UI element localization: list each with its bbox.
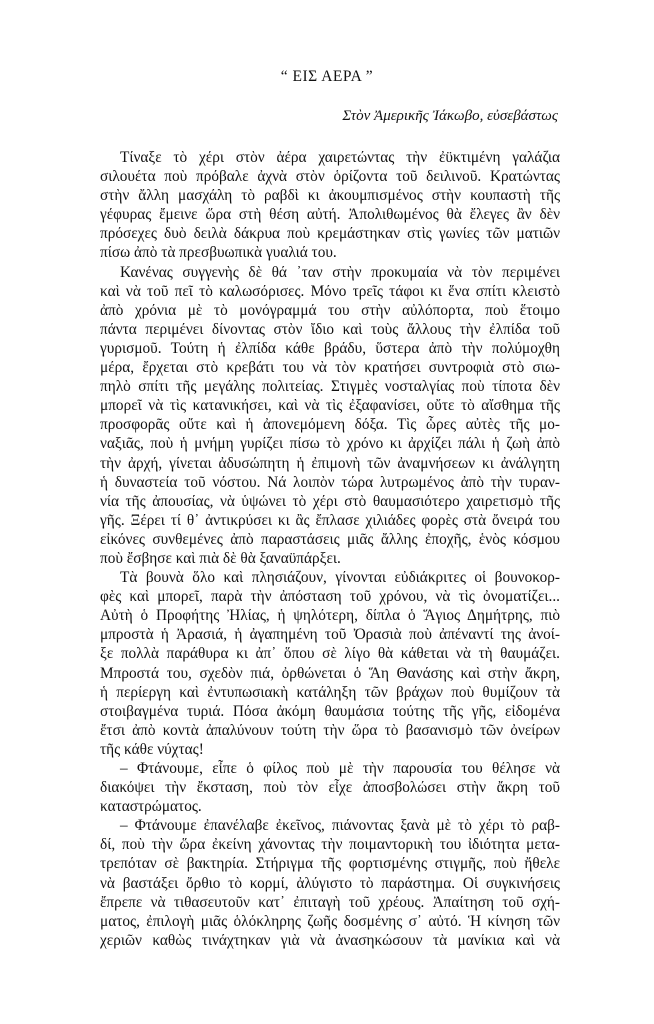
- text-line: ἔτσι ἀπὸ κοντὰ ἀπαλύνουν τούτη τὴν ὥρα τὸ βασανισμὸ τῶν ὀνείρων: [100, 721, 560, 739]
- chapter-title: “ ΕΙΣ ΑΕΡΑ ”: [280, 68, 374, 85]
- text-line: μέρα, ἔρχεται στὸ κρεβάτι του νὰ τὸν κρατήσει συντροφιὰ στὸ σιω-: [100, 359, 560, 377]
- paragraph: [100, 816, 560, 950]
- text-line: ναξιᾶς, ποὺ ἡ μνήμη γυρίζει πίσω τὸ χρόνο κι ἀρχίζει πάλι ἡ ζωὴ ἀπὸ: [100, 435, 560, 453]
- text-line: τῆς κάθε νύχτας!: [100, 740, 204, 758]
- text-line: ἔπρεπε νὰ τιθασευτοῦν κατ᾽ ἐπιταγὴ τοῦ χρέους. Ἀπαίτηση τοῦ σχή-: [100, 893, 560, 911]
- text-line: πρόσεχες δυὸ δειλὰ δάκρυα ποὺ κρεμάστηκαν στὶς γωνίες τῶν ματιῶν: [100, 225, 560, 243]
- paragraph: [100, 263, 560, 569]
- text-line: στοιβαγμένα τυριά. Πόσα ἀκόμη θαυμάσια τούτης τῆς γῆς, εἰδομένα: [100, 702, 560, 720]
- text-line: νία τῆς ἀπουσίας, νὰ ὑψώνει τὸ χέρι στὸ θαυμασιότερο χαιρετισμὸ τῆς: [100, 492, 560, 510]
- text-line: πάντα περιμένει δίνοντας στὸν ἴδιο καὶ τοὺς ἄλλους τὴν ἐλπίδα τοῦ: [100, 320, 560, 338]
- text-line: στὴν ἄλλη μασχάλη τὸ ραβδὶ κι ἀκουμπισμένος στὴν κουπαστὴ τῆς: [100, 187, 560, 205]
- text-line: ξε πολλὰ παράθυρα κι ἀπ᾽ ὅπου σὲ λίγο θὰ κάθεται νὰ τὴ θαυμάζει.: [100, 645, 560, 663]
- paragraph: [100, 148, 560, 263]
- body-text: [100, 148, 560, 950]
- text-line: τὴν ἀρχή, γίνεται ἀδυσώπητη ἡ ἐπιμονὴ τῶν ἀναμνήσεων κι ἀνάλγητη: [100, 454, 560, 472]
- text-line: Τίναξε τὸ χέρι στὸν ἀέρα χαιρετώντας τὴν ἐϋκτιμένη γαλάζια: [120, 149, 560, 166]
- text-line: Αὐτὴ ὁ Προφήτης Ἠλίας, ἡ ψηλότερη, δίπλα ὁ Ἅγιος Δημήτρης, πιὸ: [100, 607, 560, 625]
- text-line: ἡ δυναστεία τοῦ νόστου. Νά λοιπὸν τώρα λυτρωμένος ἀπὸ τὴν τυραν-: [100, 473, 560, 491]
- text-line: μπορεῖ νὰ τὶς κατανικήσει, καὶ νὰ τὶς ἐξαφανίσει, οὔτε τὸ αἴσθημα τῆς: [100, 397, 560, 415]
- dedication: Στὸν Ἀμερικῆς Ἰάκωβο, εὐσεβάστως: [342, 108, 558, 124]
- text-line: εἰκόνες συνθεμένες ἀπὸ παραστάσεις μιᾶς ἄλλης ἐποχῆς, ἑνὸς κόσμου: [100, 530, 560, 548]
- text-line: γῆς. Ξέρει τί θ᾽ ἀντικρύσει κι ἂς ἔπλασε χιλιάδες φορὲς στὰ ὄνειρά του: [100, 511, 560, 529]
- text-line: χεριῶν καθὼς τινάχτηκαν γιὰ νὰ ἀνασηκώσουν τὰ μανίκια καὶ νὰ: [100, 931, 560, 949]
- text-line: καταστρώματος.: [100, 798, 202, 816]
- paragraph: [100, 568, 560, 759]
- text-line: ἀπὸ χρόνια μὲ τὸ μονόγραμμά του στὴν αὐλόπορτα, ποὺ ἕτοιμο: [100, 301, 560, 319]
- paragraph: [100, 759, 560, 816]
- text-line: – Φτάνουμε, εἶπε ὁ φίλος ποὺ μὲ τὴν παρουσία του θέλησε νὰ: [120, 760, 560, 777]
- text-line: ποὺ ἔσβησε καὶ πιὰ δὲ θὰ ξαναϋπάρξει.: [100, 549, 341, 567]
- text-line: πηλὸ σπίτι τῆς μεγάλης πολιτείας. Στιγμὲς νοσταλγίας ποὺ τίποτα δὲν: [100, 378, 560, 396]
- text-line: – Φτάνουμε ἐπανέλαβε ἐκεῖνος, πιάνοντας ξανὰ μὲ τὸ χέρι τὸ ραβ-: [120, 817, 560, 835]
- text-line: δί, ποὺ τὴν ὥρα ἐκείνη χάνοντας τὴν ποιμαντορικὴ του ἰδιότητα μετα-: [100, 836, 560, 854]
- text-line: νὰ βαστάξει ὄρθιο τὸ κορμί, ἀλύγιστο τὸ παράστημα. Οἱ συγκινήσεις: [100, 874, 560, 892]
- text-line: διακόψει τὴν ἔκσταση, ποὺ τὸν εἶχε ἀποσβολώσει στὴν ἄκρη τοῦ: [100, 779, 560, 797]
- text-line: φὲς καὶ μπορεῖ, παρὰ τὴν ἀπόσταση τοῦ χρόνου, νὰ τὶς ὀνοματίζει...: [100, 588, 560, 606]
- text-line: προσφορᾶς οὔτε καὶ ἡ ἀπονεμόμενη δόξα. Τὶς ὧρες αὐτὲς τῆς μο-: [100, 416, 560, 434]
- text-line: Κανένας συγγενὴς δὲ θά ᾽ταν στὴν προκυμαία νὰ τὸν περιμένει: [120, 263, 560, 281]
- text-line: πίσω ἀπὸ τὰ πρεσβυωπικὰ γυαλιά του.: [100, 244, 337, 262]
- text-line: ἡ περίεργη καὶ ἐντυπωσιακὴ κατάληξη τῶν βράχων ποὺ θυμίζουν τὰ: [100, 683, 560, 701]
- text-line: γυρισμοῦ. Τούτη ἡ ἐλπίδα κάθε βράδυ, ὕστερα ἀπὸ τὴν πολύμοχθη: [100, 339, 560, 357]
- text-line: Μπροστά του, σχεδὸν πιά, ὀρθώνεται ὁ Ἅη Θανάσης καὶ στὴν ἄκρη,: [100, 664, 560, 682]
- text-line: σιλουέτα ποὺ πρόβαλε ἀχνὰ στὸν ὁρίζοντα τοῦ δειλινοῦ. Κρατώντας: [100, 168, 560, 186]
- text-line: Τὰ βουνὰ ὅλο καὶ πλησιάζουν, γίνονται εὐδιάκριτες οἱ βουνοκορ-: [120, 569, 560, 587]
- text-line: ματος, ἐπιλογὴ μιᾶς ὁλόκληρης ζωῆς δοσμένης σ᾽ αὐτό. Ἡ κίνηση τῶν: [100, 912, 560, 930]
- text-line: τρεπόταν σὲ βακτηρία. Στήριγμα τῆς φορτισμένης στιγμῆς, ποὺ ἤθελε: [100, 855, 560, 873]
- text-line: γέφυρας ἔμεινε ὥρα στὴ θέση αὐτή. Ἀπολιθωμένος θὰ ἔλεγες ἂν δὲν: [100, 206, 560, 224]
- text-line: καὶ νὰ τοῦ πεῖ τὸ καλωσόρισες. Μόνο τρεῖς τάφοι κι ἕνα σπίτι κλειστὸ: [100, 282, 560, 300]
- text-line: μπροστὰ ἡ Ἀρασιά, ἡ ἀγαπημένη τοῦ Ὀρασιὰ ποὺ ἀπέναντί της ἀνοί-: [100, 626, 560, 644]
